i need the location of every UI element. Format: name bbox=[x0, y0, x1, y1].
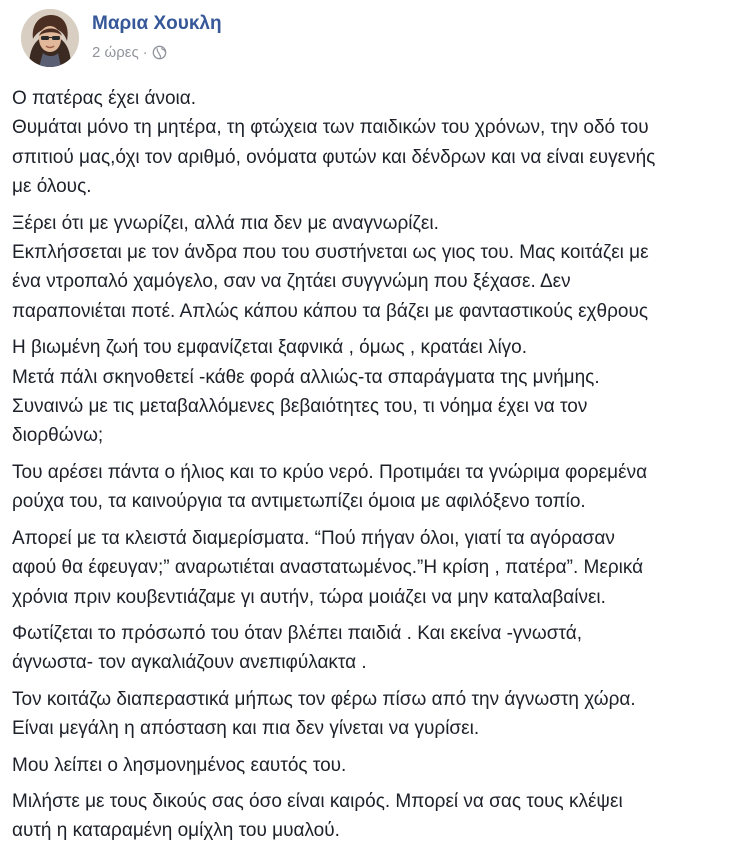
post-text-line: Συναινώ με τις μεταβαλλόμενες βεβαιότητες του, τι νόημα έχει να τον bbox=[12, 396, 588, 418]
post-text-line: Ξέρει ότι με γνωρίζει, αλλά πια δεν με αναγνωρίζει. bbox=[12, 212, 439, 234]
post-text-line: Εκπλήσσεται με τον άνδρα που του συστήνεται ως γιος του. Μας κοιτάζει με bbox=[12, 242, 649, 264]
post-paragraph bbox=[12, 84, 721, 202]
post-text-line: Είναι μεγάλη η απόσταση και πια δεν γίνεται να γυρίσει. bbox=[12, 718, 480, 740]
post-paragraph bbox=[12, 458, 721, 517]
post-paragraph bbox=[12, 333, 721, 451]
post-text-line: αφού θα έφευγαν;” αναρωτιέται αναστατωμένος.”Η κρίση , πατέρα”. Μερικά bbox=[12, 557, 644, 579]
post-text-line: ένα ντροπαλό χαμόγελο, σαν να ζητάει συγγνώμη που ξέχασε. Δεν bbox=[12, 271, 571, 293]
meta-separator: · bbox=[142, 44, 148, 61]
post-text-line: άγνωστα- τον αγκαλιάζουν ανεπιφύλακτα . bbox=[12, 652, 367, 674]
post-paragraph bbox=[12, 685, 721, 744]
post-meta bbox=[92, 44, 167, 61]
globe-icon[interactable] bbox=[152, 45, 167, 60]
post-text-line: με όλους. bbox=[12, 176, 92, 198]
post-header bbox=[12, 0, 721, 78]
post-text-line: παραπονιέται ποτέ. Απλώς κάπου κάπου τα βάζει με φανταστικούς εχθρους bbox=[12, 300, 649, 322]
post-paragraph bbox=[12, 751, 721, 780]
post-timestamp[interactable]: 2 ώρες bbox=[92, 44, 139, 61]
post-text-line: σπιτιού μας,όχι τον αριθμό, ονόματα φυτών και δένδρων και να είναι ευγενής bbox=[12, 146, 656, 168]
post-text-line: διορθώνω; bbox=[12, 425, 104, 447]
post-text-line: ρούχα του, τα καινούργια τα αντιμετωπίζει όμοια με αφιλόξενο τοπίο. bbox=[12, 491, 586, 513]
post-text-line: Η βιωμένη ζωή του εμφανίζεται ξαφνικά , όμως , κρατάει λίγο. bbox=[12, 337, 528, 359]
post-body bbox=[12, 84, 721, 846]
post-text-line: Τον κοιτάζω διαπεραστικά μήπως τον φέρω πίσω από την άγνωστη χώρα. bbox=[12, 688, 636, 710]
post-paragraph bbox=[12, 209, 721, 327]
post-text-line: Ο πατέρας έχει άνοια. bbox=[12, 88, 197, 109]
avatar[interactable] bbox=[21, 9, 79, 67]
post-paragraph bbox=[12, 619, 721, 678]
post-text-line: χρόνια πριν κουβεντιάζαμε γι αυτήν, τώρα μοιάζει να μην καταλαβαίνει. bbox=[12, 586, 606, 608]
post-text-line: Μου λείπει ο λησμονημένος εαυτός του. bbox=[12, 754, 347, 776]
post-text-line: Μιλήστε με τους δικούς σας όσο είναι καιρός. Μπορεί να σας τους κλέψει bbox=[12, 790, 623, 812]
post-text-line: αυτή η καταραμένη ομίχλη του μυαλού. bbox=[12, 820, 340, 842]
post-text-line: Μετά πάλι σκηνοθετεί -κάθε φορά αλλιώς-τα σπαράγματα της μνήμης. bbox=[12, 366, 600, 388]
avatar-image bbox=[21, 9, 79, 67]
post-text-line: Απορεί με τα κλειστά διαμερίσματα. “Πού πήγαν όλοι, γιατί τα αγόρασαν bbox=[12, 527, 615, 549]
post-text-line: Του αρέσει πάντα ο ήλιος και το κρύο νερό. Προτιμάει τα γνώριμα φορεμένα bbox=[12, 461, 648, 483]
post-paragraph bbox=[12, 787, 721, 846]
author-name[interactable]: Μαρια Χουκλη bbox=[92, 13, 222, 34]
post-text-line: Θυμάται μόνο τη μητέρα, τη φτώχεια των παιδικών του χρόνων, την οδό του bbox=[12, 117, 649, 139]
post-paragraph bbox=[12, 524, 721, 612]
post-text-line: Φωτίζεται το πρόσωπό του όταν βλέπει παιδιά . Και εκείνα -γνωστά, bbox=[12, 622, 582, 644]
